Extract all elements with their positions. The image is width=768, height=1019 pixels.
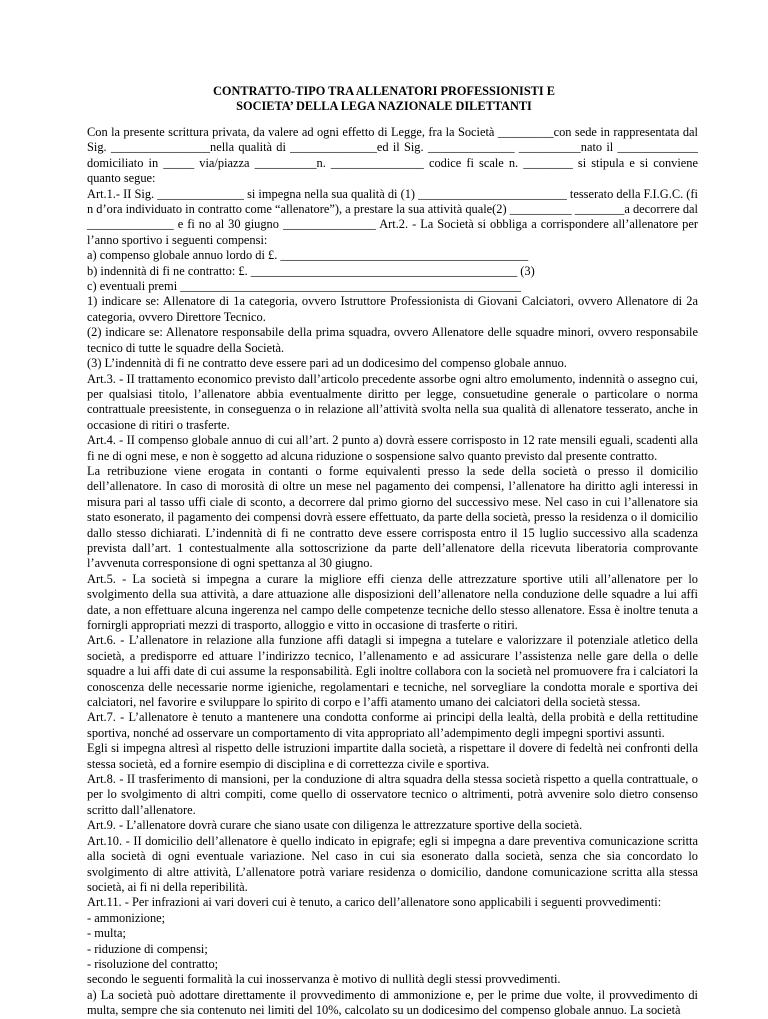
paragraph: a) La società può adottare direttamente il provvedimento di ammonizione e, per le prime due volte, il provvedimento di multa, sempre che sia contenuto nei limiti del 10%, calcolato su un dodicesimo del compenso globale annuo. La società	[87, 987, 698, 1018]
paragraph: Art.5. - La società si impegna a curare la migliore effi cienza delle attrezzature sportive utili all’allenatore per lo svolgimento della sua attività, a dare attuazione alle disposizioni dell’allenatore nella conduzione delle squadre a lui affi date, a non effettuare alcuna ingerenza nel campo delle competenze tecniche dello stesso allenatore. Essa è inoltre tenuta a fornirgli appropriati mezzi di trasporto, alloggio e vitto in occasione di trasferte o ritiri.	[87, 571, 698, 632]
paragraph: La retribuzione viene erogata in contanti o forme equivalenti presso la sede della società o presso il domicilio dell’allenatore. In caso di morosità di oltre un mese nel pagamento dei compensi, l’allenatore ha diritto agli interessi in misura pari al tasso uffi ciale di sconto, a decorrere dal primo giorno del successivo mese. Nel caso in cui l’allenatore sia stato esonerato, il pagamento dei compensi dovrà essere effettuato, da parte della società, presso la residenza o il domicilio dallo stesso dichiarati. L’indennità di fi ne contratto deve essere corrisposta entro il 15 luglio successivo alla scadenza prevista dall’art. 1 contestualmente alla sottoscrizione da parte dell’allenatore della ricevuta liberatoria comprovante l’avvenuta corresponsione di ogni spettanza al 30 giugno.	[87, 463, 698, 571]
paragraph: Con la presente scrittura privata, da valere ad ogni effetto di Legge, fra la Società _________con sede in rappresentata dal Sig. ________________nella qualità di ______________ed il Sig. ______________ __________nato il _____________ domiciliato in _____ via/piazza __________n. _______________ codice fi scale n. ________ si stipula e si conviene quanto segue:	[87, 125, 698, 186]
paragraph: Art.11. - Per infrazioni ai vari doveri cui è tenuto, a carico dell’allenatore sono applicabili i seguenti provvedimenti:	[87, 895, 662, 910]
paragraph: Art.7. - L’allenatore è tenuto a mantenere una condotta conforme ai principi della lealtà, della probità e della rettitudine sportiva, nonché ad osservare un comportamento di vita appropriato all’adempimento degli impegni sportivi assunti.	[87, 710, 698, 740]
paragraph: Art.3. - II trattamento economico previsto dall’articolo precedente assorbe ogni altro emolumento, indennità o assegno cui, per qualsiasi titolo, l’allenatore abbia eventualmente diritto per legge, consuetudine generale o particolare o norma contrattuale preesistente, in conseguenza o in relazione all’attività svolta nella sua qualità di allenatore tesserato, anche in occasione di ritiri o trasferte.	[87, 371, 698, 432]
paragraph: Art.6. - L’allenatore in relazione alla funzione affi datagli si impegna a tutelare e valorizzare il potenziale atletico della società, a predisporre ed attuare l’indirizzo tecnico, l’allenamento e ad assicurare l’assistenza nelle gare della o delle squadre a lui affi date di cui assume la responsabilità. Egli inoltre collabora con la società nel promuovere fra i calciatori la conoscenza delle necessarie norme igieniche, regolamentari e tecniche, nel sorvegliare la condotta morale e sportiva dei calciatori, nel favorire e sviluppare lo spirito di corpo e l’affi atamento umano dei calciatori della società stessa.	[87, 633, 698, 710]
title-line-1: CONTRATTO-TIPO TRA ALLENATORI PROFESSIONISTI E	[213, 84, 555, 98]
document-title	[0, 84, 768, 114]
paragraph: a) compenso globale annuo lordo di £. ________________________________________	[87, 248, 529, 263]
paragraph: c) eventuali premi _______________________________________________________	[87, 279, 521, 294]
paragraph: secondo le seguenti formalità la cui inosservanza è motivo di nullità degli stessi provvedimenti.	[87, 972, 561, 987]
paragraph: Art.8. - II trasferimento di mansioni, per la conduzione di altra squadra della stessa società rispetto a quella contrattuale, o per lo svolgimento di altri compiti, come quello di osservatore tecnico o altrimenti, potrà avvenire solo dietro consenso scritto dall’allenatore.	[87, 772, 698, 817]
list-item: - multa;	[87, 926, 126, 941]
paragraph: b) indennità di fi ne contratto: £. ___________________________________________ (3)	[87, 263, 535, 278]
list-item: - riduzione di compensi;	[87, 941, 208, 956]
title-line-2: SOCIETA’ DELLA LEGA NAZIONALE DILETTANTI	[236, 99, 532, 113]
paragraph: Egli si impegna altresì al rispetto delle istruzioni impartite dalla società, a rispettare il dovere di fedeltà nei confronti della stessa società, ed a fornire esempio di disciplina e di correttezza civile e sportiva.	[87, 741, 698, 771]
paragraph: Art.4. - II compenso globale annuo di cui all’art. 2 punto a) dovrà essere corrisposto in 12 rate mensili eguali, scadenti alla fi ne di ogni mese, e non è soggetto ad alcuna riduzione o sospensione salvo quanto previsto dal presente contratto.	[87, 433, 698, 463]
document-body	[87, 125, 698, 1019]
list-item: - risoluzione del contratto;	[87, 956, 219, 971]
paragraph: Art.10. - II domicilio dell’allenatore è quello indicato in epigrafe; egli si impegna a dare preventiva comunicazione scritta alla società di ogni eventuale variazione. Nel caso in cui sia esonerato dalla società, senza che sia concordato lo svolgimento di altre attività, L’allenatore potrà variare residenza o domicilio, dandone comunicazione scritta alla stessa società, ai fi ni della reperibilità.	[87, 833, 698, 894]
paragraph: 1) indicare se: Allenatore di 1a categoria, ovvero Istruttore Professionista di Giovani Calciatori, ovvero Allenatore di 2a categoria, ovvero Direttore Tecnico.	[87, 294, 698, 324]
paragraph: (2) indicare se: Allenatore responsabile della prima squadra, ovvero Allenatore delle squadre minori, ovvero responsabile tecnico di tutte le squadre della Società.	[87, 325, 698, 355]
paragraph: Art.9. - L’allenatore dovrà curare che siano usate con diligenza le attrezzature sportive della società.	[87, 818, 583, 833]
list-item: - ammonizione;	[87, 910, 166, 925]
paragraph: Art.1.- II Sig. ______________ si impegna nella sua qualità di (1) ________________________ tesserato della F.I.G.C. (fi n d’ora individuato in contratto come “allenatore”), a prestare la sua attività quale(2) __________ ________a decorrere dal ______________ e fi no al 30 giugno _______________ Art.2. - La Società si obbliga a corrispondere all’allenatore per l’anno sportivo i seguenti compensi:	[87, 186, 698, 247]
paragraph: (3) L’indennità di fi ne contratto deve essere pari ad un dodicesimo del compenso globale annuo.	[87, 356, 567, 371]
